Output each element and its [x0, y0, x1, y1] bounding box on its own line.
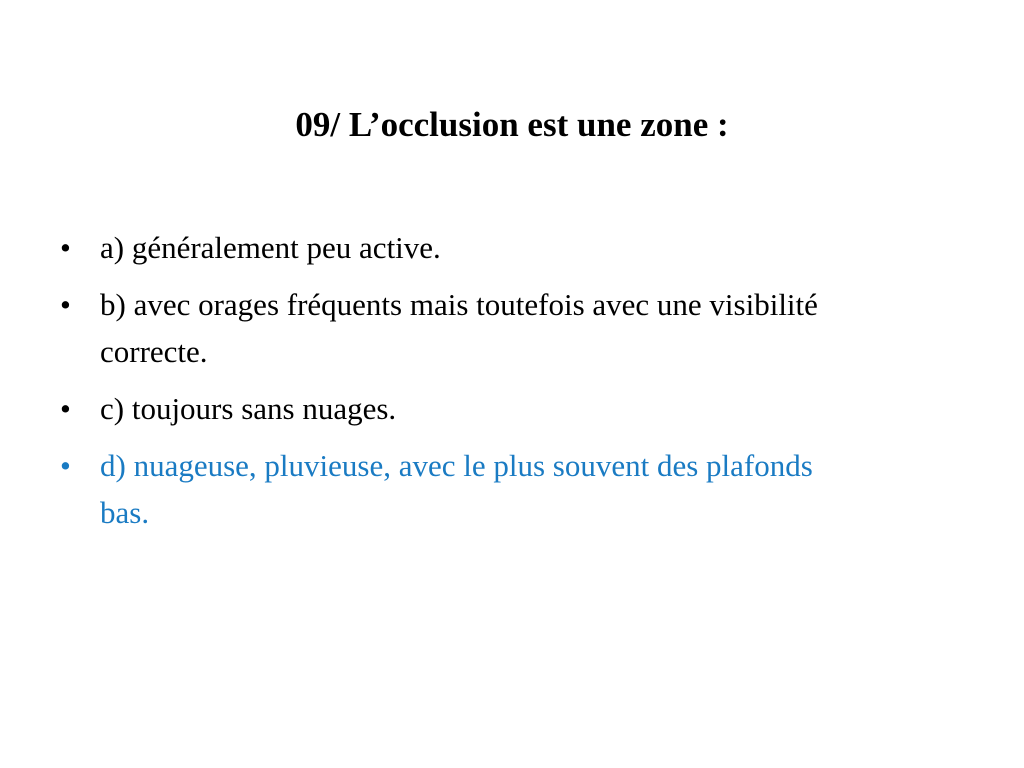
answer-option-text: d) nuageuse, pluvieuse, avec le plus souvent des plafonds bas. — [100, 448, 813, 530]
bullet-icon: • — [60, 448, 71, 483]
answer-option-a — [60, 224, 820, 271]
answer-list — [60, 224, 820, 546]
bullet-icon: • — [60, 230, 71, 265]
bullet-icon: • — [60, 391, 71, 426]
answer-option-text: b) avec orages fréquents mais toutefois avec une visibilité correcte. — [100, 287, 818, 369]
answer-option-c — [60, 385, 820, 432]
answer-option-d — [60, 442, 820, 536]
answer-option-b — [60, 281, 820, 375]
answer-option-text: a) généralement peu active. — [100, 230, 441, 265]
answer-option-text: c) toujours sans nuages. — [100, 391, 397, 426]
question-title: 09/ L’occlusion est une zone : — [295, 105, 729, 144]
bullet-icon: • — [60, 287, 71, 322]
